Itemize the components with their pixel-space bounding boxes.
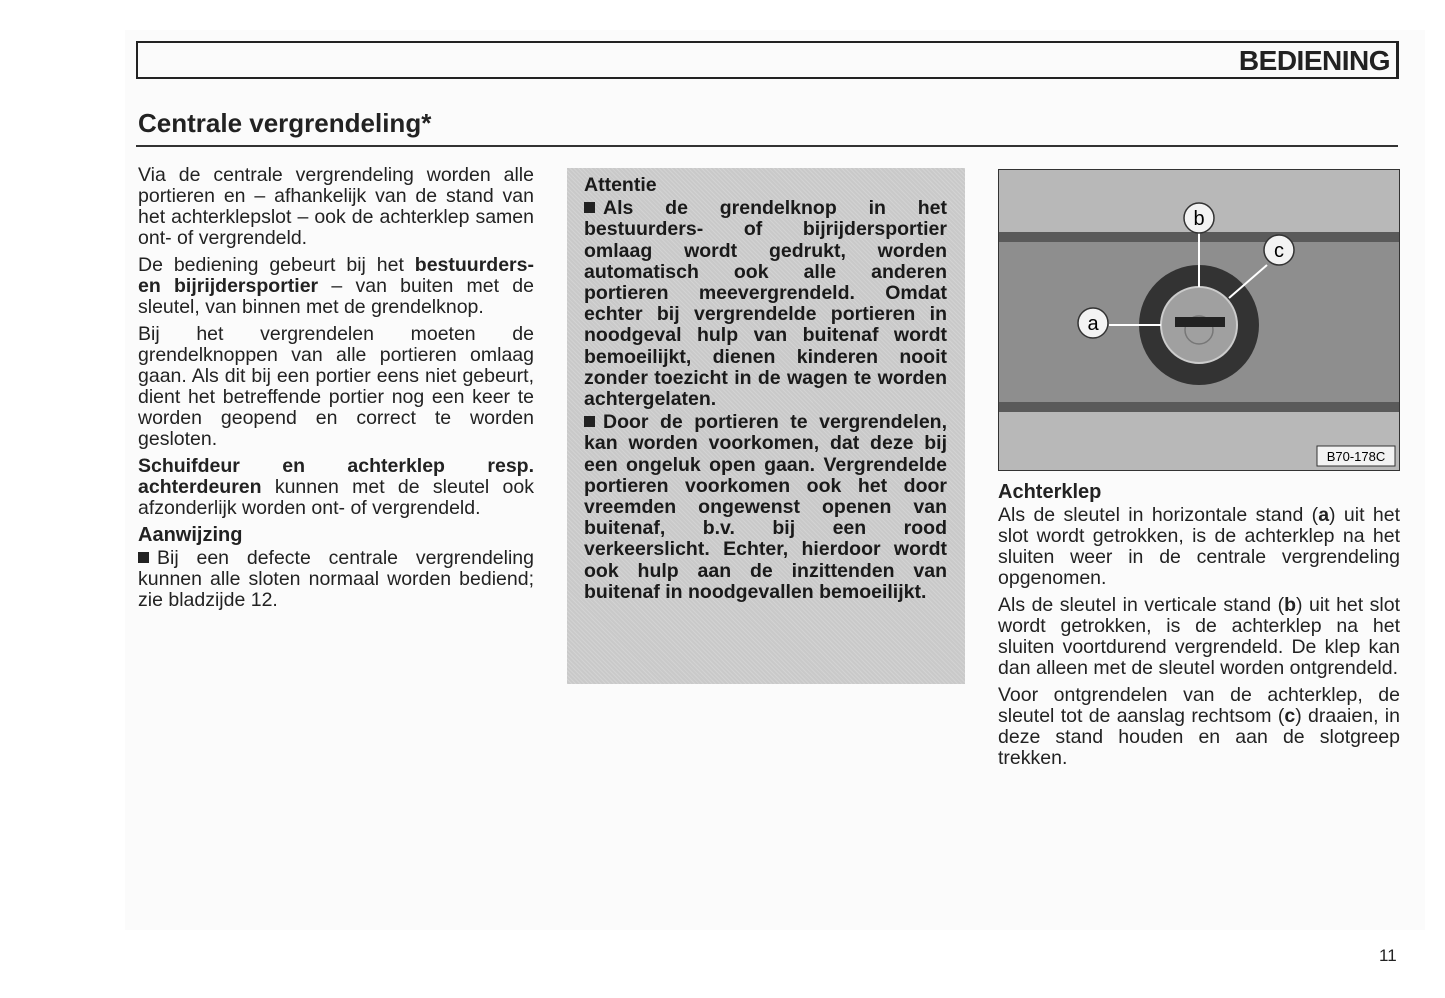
text: ) uit het slot wordt getrokken, is de achterklep na het sluiten voortdurend vergrendeld. De klep kan dan alleen met de sleutel worden ontgrendeld. [998,594,1401,679]
label-b: b [1193,208,1205,230]
lock-illustration [999,170,1399,470]
tailgate-lock-figure [998,169,1400,471]
bullet-icon [584,416,595,427]
text: ) uit het slot wordt getrokken, is de achterklep na het sluiten weer in de centrale vergrendeling opgenomen. [998,504,1400,589]
left-column [138,165,534,617]
right-column [998,482,1400,775]
warning-item [584,198,947,410]
label-a: a [1087,313,1099,335]
bold-text: Schuifdeur en achterklep resp. achterdeuren [138,455,534,498]
note-paragraph [138,548,534,611]
paragraph [998,685,1400,769]
subheading: Achterklep [998,481,1102,503]
key-letter: b [1284,594,1296,616]
paragraph [138,255,534,318]
text: Voor ontgrendelen van de achterklep, de sleutel tot de aanslag rechtsom ( [998,684,1400,727]
page-number: 11 [1379,946,1397,965]
section-title: BEDIENING [1238,45,1390,76]
warning-box [567,168,965,684]
title-divider [136,145,1398,147]
text: Als de sleutel in verticale stand ( [998,594,1285,616]
paragraph: Bij het vergrendelen moeten de grendelknoppen van alle portieren omlaag gaan. Als dit bij een portier eens niet gebeurt, dient het betreffende portier nog een keer te worden geopend en correct te worden gesloten. [138,323,534,450]
paragraph: Via de centrale vergrendeling worden alle portieren en – afhankelijk van de stand van het achterklepslot – ook de achterklep samen ont- of vergrendeld. [138,164,534,249]
text: Door de portieren te vergrendelen, kan worden voorkomen, dat deze bij een ongeluk open gaan. Vergrendelde portieren voorkomen ook het door vreemden ongewenst openen van buitenaf, b.v. bij een rood verkeerslicht. Echter, hierdoor wordt ook hulp aan de inzittenden van buitenaf in noodgevallen bemoeilijkt. [584,411,947,603]
figure-code: B70-178C [1326,449,1386,464]
label-c: c [1274,240,1284,262]
warning-item [584,412,947,603]
page-title: Centrale vergrendeling* [138,108,432,138]
bold-text: bestuurders- en bijrijdersportier [138,254,534,297]
section-header [136,41,1399,79]
text: – van buiten met de sleutel, van binnen met de grendelknop. [138,275,534,318]
note-heading: Aanwijzing [138,524,243,546]
paragraph [998,505,1400,589]
text: De bediening gebeurt bij het [138,254,415,276]
text: Bij een defecte centrale vergrendeling kunnen alle sloten normaal worden bediend; zie bladzijde 12. [138,547,534,611]
paragraph [998,595,1400,679]
bullet-icon [138,552,149,563]
key-letter: a [1318,504,1330,526]
text: Als de grendelknop in het bestuurders- of bijrijdersportier omlaag wordt gedrukt, worden automatisch ook alle anderen portieren meevergrendeld. Omdat echter bij vergrendelde portieren in noodgeval hulp van buitenaf wordt bemoeilijkt, dienen kinderen nooit zonder toezicht in de wagen te worden achtergelaten. [584,197,947,411]
key-letter: c [1284,705,1296,727]
warning-heading: Attentie [584,174,657,196]
bullet-icon [584,202,595,213]
paragraph [138,456,534,519]
text: Als de sleutel in horizontale stand ( [998,504,1319,526]
text: ) draaien, in deze stand houden en aan de slotgreep trekken. [998,705,1400,769]
text: kunnen met de sleutel ook afzonderlijk worden ont- of vergrendeld. [138,476,534,519]
